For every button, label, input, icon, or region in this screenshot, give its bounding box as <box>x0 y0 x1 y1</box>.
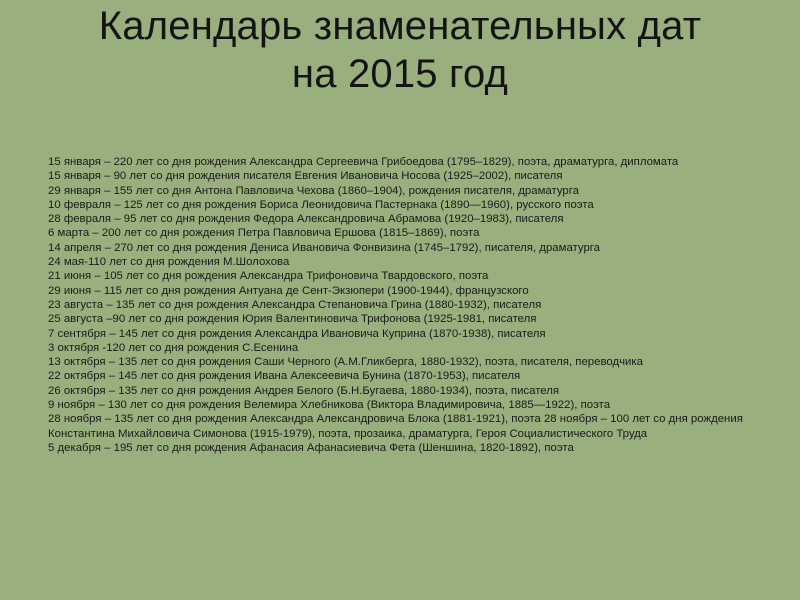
date-entry: 28 ноября – 135 лет со дня рождения Александра Александровича Блока (1881-1921), поэта 28 ноября – 100 лет со дня рождения Константина Михайловича Симонова (1915-1979), поэта, прозаика, драматурга, Героя Социалистического Труда <box>48 413 743 440</box>
date-entry: 14 апреля – 270 лет со дня рождения Дениса Ивановича Фонвизина (1745–1792), писателя, драматурга <box>48 241 601 254</box>
date-entry: 3 октября -120 лет со дня рождения С.Есенина <box>48 341 299 354</box>
date-entry: 23 августа – 135 лет со дня рождения Александра Степановича Грина (1880-1932), писателя <box>48 298 542 311</box>
date-entry: 21 июня – 105 лет со дня рождения Александра Трифоновича Твардовского, поэта <box>48 270 489 283</box>
date-entry: 5 декабря – 195 лет со дня рождения Афанасия Афанасиевича Фета (Шеншина, 1820-1892), поэта <box>48 441 574 454</box>
date-entry: 22 октября – 145 лет со дня рождения Ивана Алексеевича Бунина (1870-1953), писателя <box>48 370 521 383</box>
date-entry: 29 января – 155 лет со дня Антона Павловича Чехова (1860–1904), рождения писателя, драматурга <box>48 184 579 197</box>
date-entry: 29 июня – 115 лет со дня рождения Антуана де Сент-Экзюпери (1900-1944), французского <box>48 284 529 297</box>
date-entry: 25 августа –90 лет со дня рождения Юрия Валентиновича Трифонова (1925-1981, писателя <box>48 313 537 326</box>
slide-title-line-2: на 2015 год <box>291 52 509 96</box>
slide-title <box>0 2 800 98</box>
date-entry: 15 января – 220 лет со дня рождения Александра Сергеевича Грибоедова (1795–1829), поэта, драматурга, дипломата <box>48 156 679 168</box>
date-entry: 10 февраля – 125 лет со дня рождения Бориса Леонидовича Пастернака (1890—1960), русского поэта <box>48 198 594 211</box>
dates-list <box>48 155 754 455</box>
date-entry: 24 мая-110 лет со дня рождения М.Шолохова <box>48 256 290 269</box>
date-entry: 7 сентября – 145 лет со дня рождения Александра Ивановича Куприна (1870-1938), писателя <box>48 327 546 340</box>
date-entry: 28 февраля – 95 лет со дня рождения Федора Александровича Абрамова (1920–1983), писателя <box>48 213 564 226</box>
date-entry: 6 марта – 200 лет со дня рождения Петра Павловича Ершова (1815–1869), поэта <box>48 227 480 240</box>
slide-title-line-1: Календарь знаменательных дат <box>98 4 702 48</box>
date-entry: 9 ноября – 130 лет со дня рождения Велемира Хлебникова (Виктора Владимировича, 1885—1922), поэта <box>48 399 611 412</box>
date-entry: 26 октября – 135 лет со дня рождения Андрея Белого (Б.Н.Бугаева, 1880-1934), поэта, писателя <box>48 384 560 397</box>
date-entry: 15 января – 90 лет со дня рождения писателя Евгения Ивановича Носова (1925–2002), писателя <box>48 170 563 183</box>
date-entry: 13 октября – 135 лет со дня рождения Саши Черного (А.М.Гликберга, 1880-1932), поэта, писателя, переводчика <box>48 356 643 369</box>
